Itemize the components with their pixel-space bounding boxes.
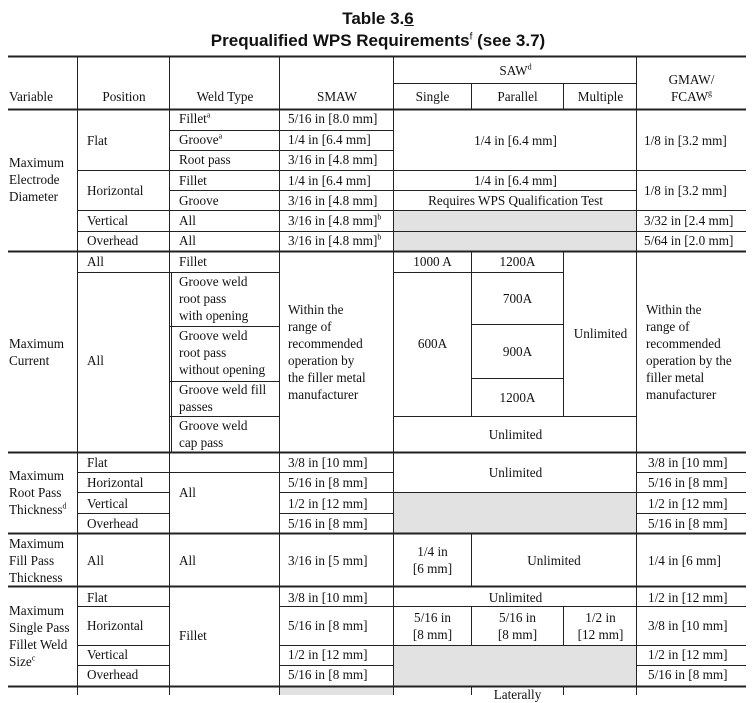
weld-type-fillet: Fillet — [179, 254, 207, 269]
table-number: Table 3.6 — [342, 9, 414, 28]
smaw-value: 5/16 in [8 mm] — [288, 516, 368, 531]
gmaw-current-note: Within the range of recommended operation by the filler metal manufacturer — [646, 302, 732, 402]
gmaw-value: 3/8 in [10 mm] — [648, 455, 728, 470]
position-all: All — [87, 254, 104, 269]
weld-type-all: All — [179, 485, 196, 500]
saw-single-value: 1/4 in [6 mm] — [412, 544, 453, 576]
position-vertical: Vertical — [87, 647, 129, 662]
position-horizontal: Horizontal — [87, 183, 144, 198]
smaw-value: 1/4 in [6.4 mm] — [288, 173, 371, 188]
smaw-value: 3/16 in [4.8 mm] — [288, 193, 378, 208]
header-position: Position — [102, 89, 146, 104]
position-overhead: Overhead — [87, 667, 139, 682]
header-saw-single: Single — [415, 89, 450, 104]
position-all: All — [87, 353, 104, 368]
gmaw-value: 5/64 in [2.0 mm] — [644, 233, 734, 248]
gmaw-value: 1/2 in [12 mm] — [648, 590, 728, 605]
position-all: All — [87, 553, 104, 568]
weld-type-all: All — [179, 213, 196, 228]
gmaw-value: 1/4 in [6 mm] — [648, 553, 721, 568]
gmaw-value: 1/8 in [3.2 mm] — [644, 133, 727, 148]
header-gmaw: GMAW/ FCAW$^g$ — [668, 72, 715, 104]
gmaw-value: 1/8 in [3.2 mm] — [644, 183, 727, 198]
smaw-value: 1/4 in [6.4 mm] — [288, 132, 371, 147]
header-saw-multiple: Multiple — [577, 89, 624, 104]
gmaw-value: 5/16 in [8 mm] — [648, 667, 728, 682]
saw-value: 1/4 in [6.4 mm] — [474, 133, 557, 148]
weld-type-fillet: Fillet$^a$ — [179, 110, 211, 126]
saw-cap-current: Unlimited — [488, 427, 543, 442]
smaw-value: 3/16 in [5 mm] — [288, 553, 368, 568]
saw-multiple-value: 1/2 in [12 mm] — [577, 610, 624, 642]
smaw-value: 1/2 in [12 mm] — [288, 647, 368, 662]
position-horizontal: Horizontal — [87, 475, 144, 490]
position-flat: Flat — [87, 133, 108, 148]
weld-type-groove-cap: Groove weld cap pass — [179, 418, 248, 450]
saw-value: Requires WPS Qualification Test — [428, 193, 603, 208]
saw-single-current: 1000 A — [413, 254, 452, 269]
smaw-value: 5/16 in [8 mm] — [288, 475, 368, 490]
position-vertical: Vertical — [87, 496, 129, 511]
smaw-value: 3/16 in [4.8 mm] — [288, 152, 378, 167]
smaw-value: 1/2 in [12 mm] — [288, 496, 368, 511]
saw-parallel-value: 5/16 in [8 mm] — [497, 610, 538, 642]
smaw-value: 5/16 in [8 mm] — [288, 618, 368, 633]
variable-root-pass-thickness: Maximum Root Pass Thickness$^d$ — [9, 468, 67, 517]
position-horizontal: Horizontal — [87, 618, 144, 633]
weld-type-groove-root-no-opening: Groove weld root pass without opening — [179, 328, 266, 377]
position-flat: Flat — [87, 455, 108, 470]
saw-single-current: 600A — [417, 336, 448, 351]
saw-multiple-current: Unlimited — [573, 326, 628, 341]
position-vertical: Vertical — [87, 213, 129, 228]
weld-type-fillet: Fillet — [179, 628, 207, 643]
header-saw-parallel: Parallel — [497, 89, 538, 104]
table-title: Prequalified WPS Requirements$^f$ (see 3.7) — [210, 31, 546, 50]
weld-type-groove: Groove — [179, 193, 219, 208]
saw-parallel-current: 900A — [502, 344, 533, 359]
gmaw-value: 5/16 in [8 mm] — [648, 516, 728, 531]
gmaw-value: 1/2 in [12 mm] — [648, 647, 728, 662]
saw-value: Unlimited — [488, 465, 543, 480]
smaw-value: 3/8 in [10 mm] — [288, 590, 368, 605]
header-smaw: SMAW — [317, 89, 357, 104]
variable-fill-pass-thickness: Maximum Fill Pass Thickness — [9, 536, 64, 585]
weld-type-groove: Groove$^a$ — [179, 131, 223, 147]
saw-parallel-current: 1200A — [499, 390, 536, 405]
weld-type-groove-fill: Groove weld fill passes — [179, 382, 267, 414]
gmaw-value: 3/32 in [2.4 mm] — [644, 213, 734, 228]
weld-type-fillet: Fillet — [179, 173, 207, 188]
gmaw-value: 3/8 in [10 mm] — [648, 618, 728, 633]
saw-parallel-value: Laterally — [493, 687, 542, 702]
position-flat: Flat — [87, 590, 108, 605]
variable-electrode-diameter: Maximum Electrode Diameter — [9, 155, 64, 204]
saw-value: 1/4 in [6.4 mm] — [474, 173, 557, 188]
gmaw-value: 5/16 in [8 mm] — [648, 475, 728, 490]
weld-type-all: All — [179, 553, 196, 568]
saw-parallel-current: 700A — [502, 291, 533, 306]
weld-type-all: All — [179, 233, 196, 248]
saw-parallel-current: 1200A — [499, 254, 536, 269]
smaw-value: 5/16 in [8.0 mm] — [288, 111, 378, 126]
variable-single-pass-fillet-size: Maximum Single Pass Fillet Weld Size$^c$ — [9, 603, 70, 669]
saw-value: Unlimited — [527, 553, 581, 568]
smaw-value: 3/16 in [4.8 mm]$^b$ — [288, 212, 382, 228]
variable-current: Maximum Current — [9, 336, 64, 368]
position-overhead: Overhead — [87, 516, 139, 531]
gmaw-value: 1/2 in [12 mm] — [648, 496, 728, 511]
weld-type-root-pass: Root pass — [179, 152, 231, 167]
header-variable: Variable — [9, 89, 53, 104]
weld-type-groove-root-opening: Groove weld root pass with opening — [179, 274, 249, 323]
header-saw: SAW$^d$ — [499, 62, 532, 78]
position-overhead: Overhead — [87, 233, 139, 248]
smaw-value: 3/16 in [4.8 mm]$^b$ — [288, 232, 382, 248]
saw-single-value: 5/16 in [8 mm] — [412, 610, 453, 642]
header-weld-type: Weld Type — [196, 89, 254, 104]
smaw-value: 5/16 in [8 mm] — [288, 667, 368, 682]
smaw-value: 3/8 in [10 mm] — [288, 455, 368, 470]
smaw-current-note: Within the range of recommended operation by the filler metal manufacturer — [288, 302, 366, 402]
saw-value: Unlimited — [488, 590, 543, 605]
